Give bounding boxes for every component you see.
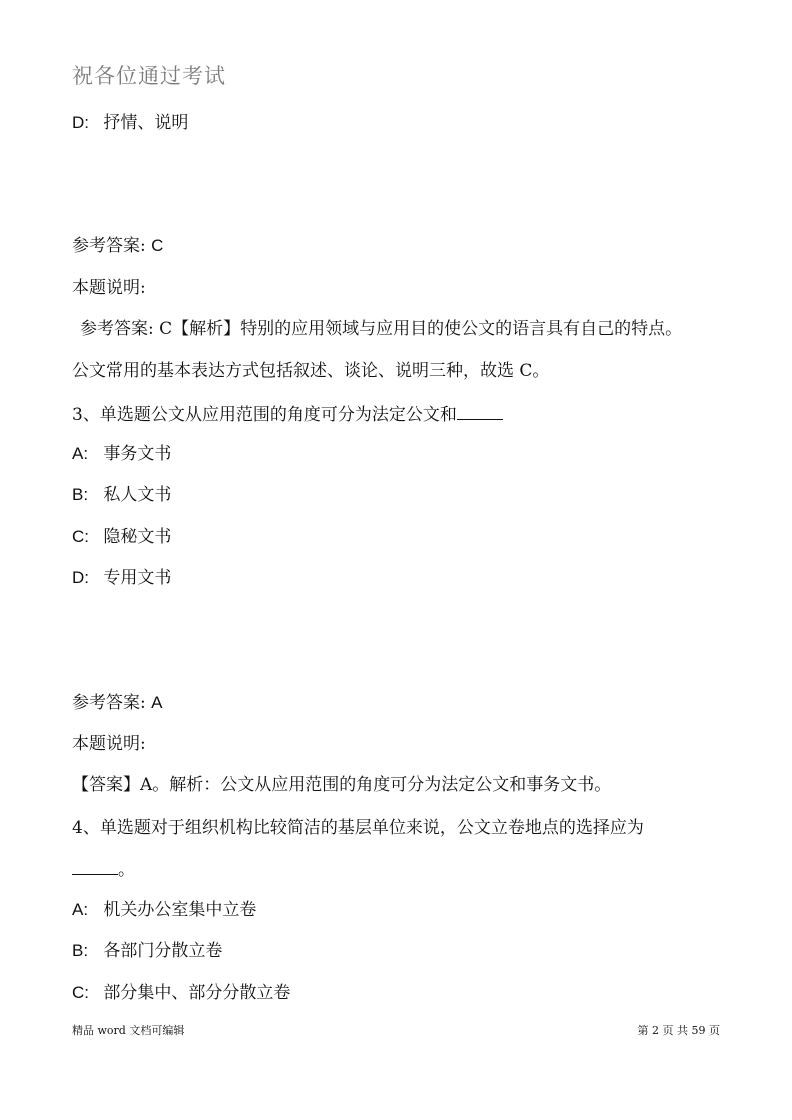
answer-value: A [151, 693, 163, 712]
option-b [72, 484, 171, 506]
option-key: B: [72, 941, 89, 960]
option-text: 各部门分散立卷 [103, 941, 223, 961]
answer-label: 参考答案: [72, 236, 146, 256]
option-text: 私人文书 [103, 485, 172, 505]
option-b [72, 940, 222, 962]
fill-blank [72, 858, 118, 875]
footer-left-text: 精品 word 文档可编辑 [72, 1024, 185, 1037]
option-key: C: [72, 983, 89, 1002]
explain-label: 本题说明: [72, 734, 146, 754]
explain-label: 本题说明: [72, 278, 146, 298]
question-3-stem [72, 403, 503, 426]
answer-line [72, 235, 163, 257]
option-a [72, 899, 256, 921]
answer-value: C [151, 236, 164, 255]
option-text: 抒情、说明 [103, 113, 189, 133]
option-key: A: [72, 444, 89, 463]
answer-label: 参考答案: [72, 693, 146, 713]
option-key: B: [72, 485, 89, 504]
answer-line [72, 692, 162, 714]
question-4-stem: 4、单选题对于组织机构比较简洁的基层单位来说，公文立卷地点的选择应为 [72, 818, 644, 838]
fill-blank [457, 403, 503, 420]
question-4-stem-end [72, 858, 135, 881]
explain-line: 【答案】A。解析：公文从应用范围的角度可分为法定公文和事务文书。 [72, 775, 612, 795]
option-key: D: [72, 113, 89, 132]
explain-line: 公文常用的基本表达方式包括叙述、谈论、说明三种，故选 C。 [72, 361, 550, 381]
option-text: 机关办公室集中立卷 [103, 900, 257, 920]
option-text: 事务文书 [103, 444, 172, 464]
option-key: C: [72, 527, 89, 546]
option-c [72, 982, 290, 1004]
option-d [72, 112, 188, 134]
option-a [72, 443, 171, 465]
question-stem-text: 3、单选题公文从应用范围的角度可分为法定公文和 [72, 405, 457, 425]
option-c [72, 526, 171, 548]
page-number: 第 2 页 共 59 页 [637, 1024, 720, 1037]
option-text: 部分集中、部分分散立卷 [103, 983, 291, 1003]
stem-end-text: 。 [118, 860, 135, 880]
page-header-title: 祝各位通过考试 [72, 64, 226, 88]
option-key: D: [72, 568, 89, 587]
option-d [72, 567, 171, 589]
option-key: A: [72, 900, 89, 919]
option-text: 隐秘文书 [103, 527, 172, 547]
option-text: 专用文书 [103, 568, 172, 588]
explain-line: 参考答案: C【解析】特别的应用领域与应用目的使公文的语言具有自己的特点。 [80, 319, 683, 339]
